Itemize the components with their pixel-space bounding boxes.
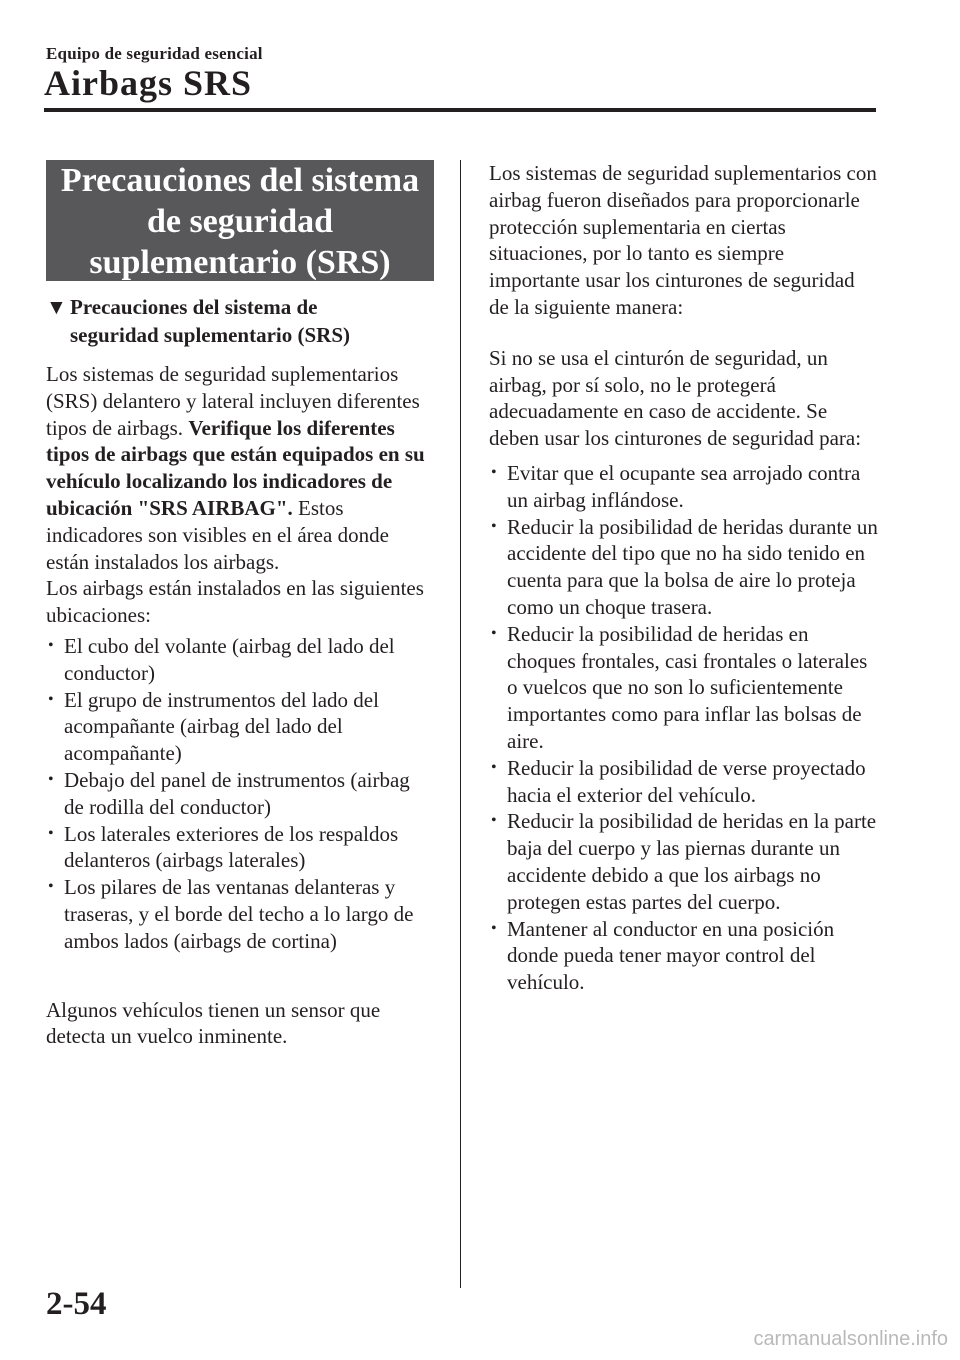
subsection-heading	[46, 293, 434, 349]
locations-intro: Los airbags están instalados en las siguientes ubicaciones:	[46, 576, 424, 628]
list-item: • Mantener al conductor en una posición donde pueda tener mayor control del vehículo.	[491, 916, 835, 995]
banner-line-3: suplementario (SRS)	[89, 244, 391, 281]
column-divider	[460, 160, 461, 1288]
header-divider	[44, 108, 876, 112]
page-title: Airbags SRS	[44, 63, 253, 103]
left-column	[46, 160, 434, 1050]
page-number: 2-54	[46, 1286, 107, 1322]
intro-paragraph	[46, 361, 434, 575]
list-item: • Los pilares de las ventanas delanteras y traseras, y el borde del techo a lo largo de ambos lados (airbags de cortina)	[48, 875, 414, 953]
airbag-locations-list	[46, 633, 434, 955]
list-item: • Evitar que el ocupante sea arrojado contra un airbag inflándose.	[491, 460, 861, 512]
subheading-line-1: Precauciones del sistema de	[70, 295, 318, 319]
triangle-down-icon: ▼	[46, 295, 67, 319]
rollover-paragraph: Algunos vehículos tienen un sensor que detecta un vuelco inminente.	[46, 997, 381, 1049]
list-item: • Reducir la posibilidad de heridas en choques frontales, casi frontales o laterales o vuelcos que no son lo suficientemente importantes como para inflar las bolsas de aire.	[491, 621, 868, 753]
subheading-line-2: seguridad suplementario (SRS)	[70, 323, 351, 347]
list-item: • Los laterales exteriores de los respaldos delanteros (airbags laterales)	[48, 821, 399, 873]
intro-text: Los sistemas de seguridad suplementarios (SRS) delantero y lateral incluyen diferentes tipos de airbags.	[46, 362, 420, 440]
seatbelt-paragraph: Si no se usa el cinturón de seguridad, un airbag, por sí solo, no le protegerá adecuadamente en caso de accidente. Se deben usar los cinturones de seguridad para:	[489, 345, 862, 451]
list-item: • Reducir la posibilidad de verse proyectado hacia el exterior del vehículo.	[491, 755, 866, 807]
banner-line-1: Precauciones del sistema	[60, 162, 420, 199]
list-item: • Reducir la posibilidad de heridas durante un accidente del tipo que no ha sido tenido en cuenta para que la bolsa de aire lo proteja como un choque trasera.	[491, 514, 878, 619]
right-column	[489, 160, 879, 996]
list-item: • Reducir la posibilidad de heridas en la parte baja del cuerpo y las piernas durante un accidente debido a que los airbags no protegen estas partes del cuerpo.	[491, 809, 877, 914]
section-banner	[46, 160, 434, 281]
section-label: Equipo de seguridad esencial	[46, 44, 263, 63]
list-item: • El grupo de instrumentos del lado del acompañante (airbag del lado del acompañante)	[48, 687, 379, 766]
srs-purpose-paragraph: Los sistemas de seguridad suplementarios con airbag fueron diseñados para proporcionarle protección suplementaria en ciertas situaciones, por lo tanto es siempre importante usar los cinturones de seguridad de la siguiente manera:	[489, 161, 877, 319]
banner-line-2: de seguridad	[146, 203, 334, 240]
watermark: carmanualsonline.info	[753, 1328, 948, 1350]
intro-bold-text: Verifique los diferentes tipos de airbags que están equipados en su vehículo localizando los indicadores de ubicación "SRS AIRBAG".	[46, 415, 425, 520]
seatbelt-reasons-list	[489, 460, 879, 996]
list-item: • El cubo del volante (airbag del lado del conductor)	[48, 633, 395, 685]
intro-tail-text: Estos indicadores son visibles en el área donde están instalados los airbags.	[46, 495, 389, 574]
list-item: • Debajo del panel de instrumentos (airbag de rodilla del conductor)	[48, 767, 410, 819]
